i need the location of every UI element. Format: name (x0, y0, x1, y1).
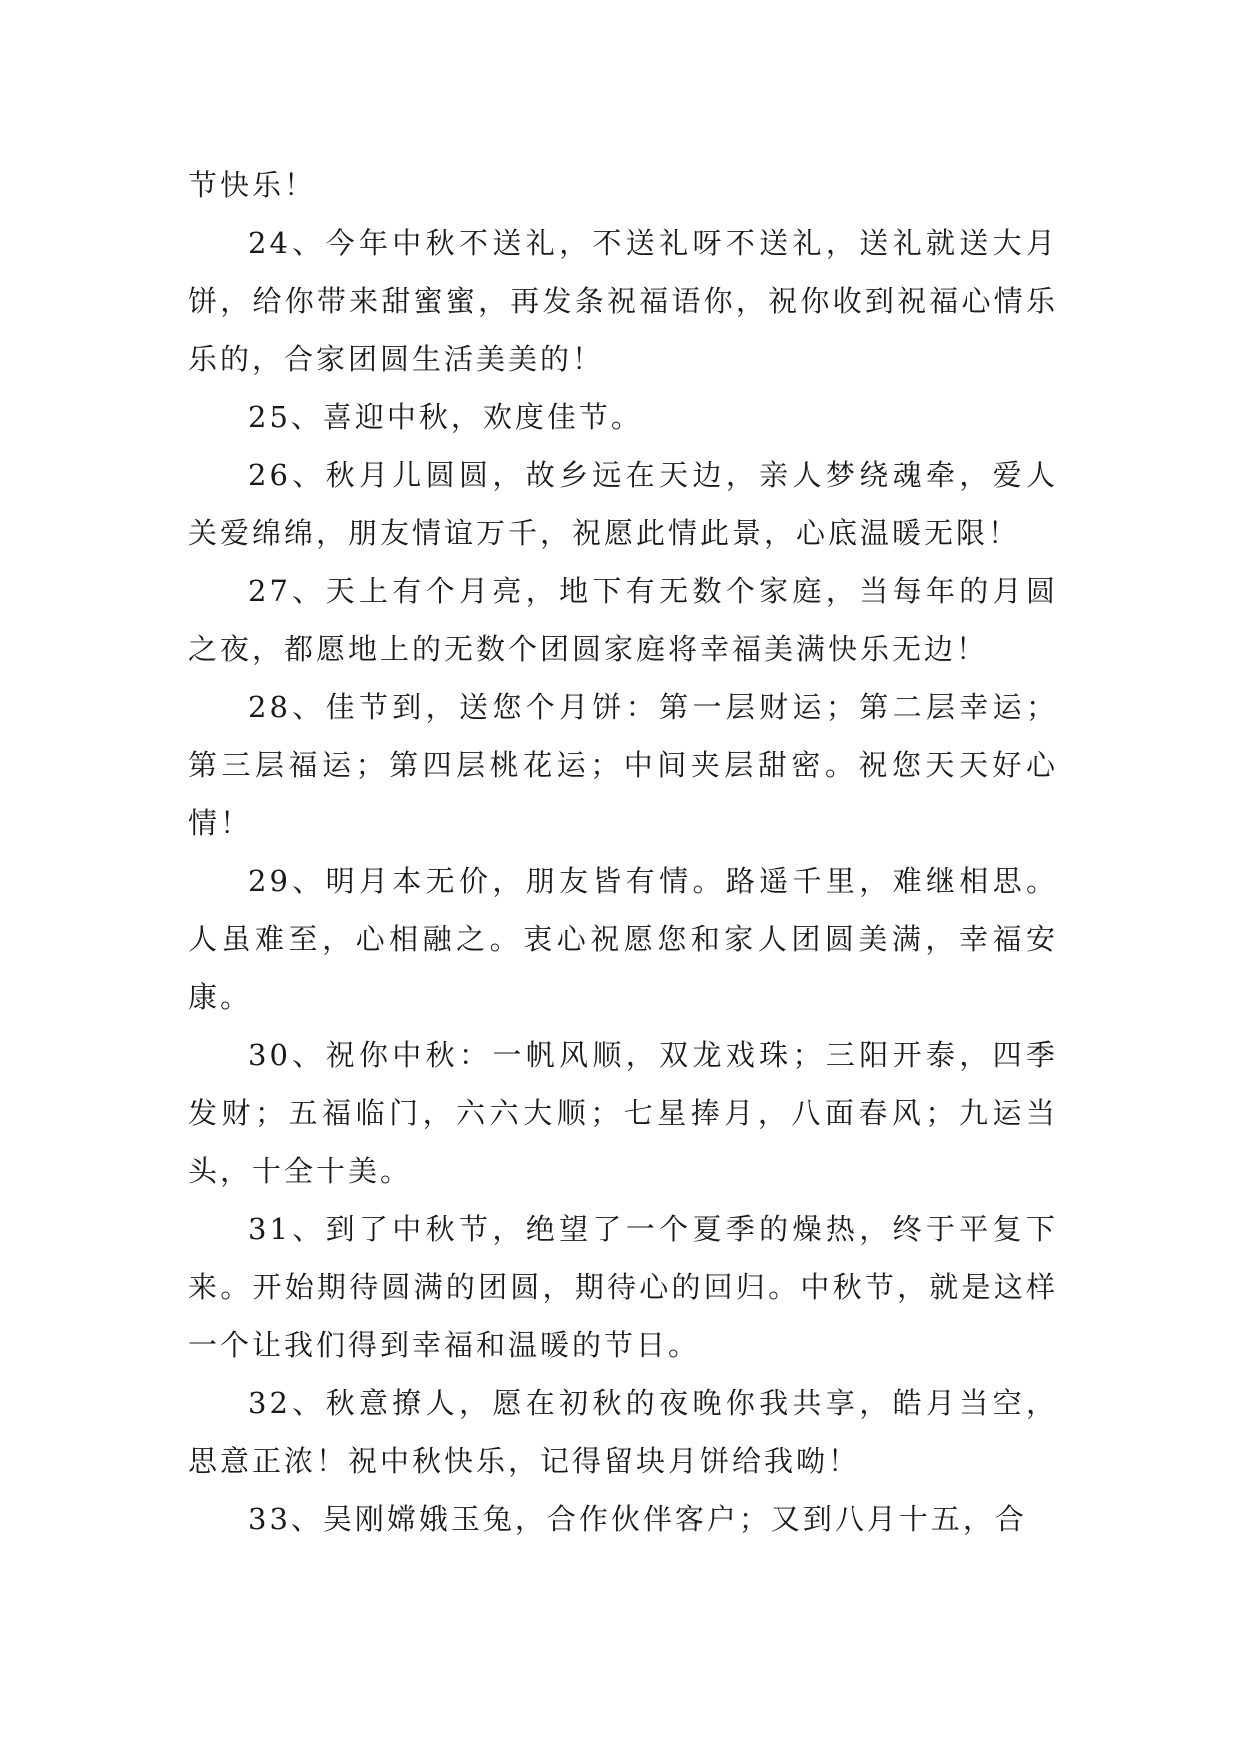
paragraph: 29、明月本无价，朋友皆有情。路遥千里，难继相思。人虽难至，心相融之。衷心祝愿您和家人团圆美满，幸福安康。 (188, 864, 1058, 1014)
paragraph: 33、吴刚嫦娥玉兔，合作伙伴客户；又到八月十五，合 (248, 1502, 1027, 1536)
document-body (188, 156, 1058, 1548)
paragraph: 31、到了中秋节，绝望了一个夏季的燥热，终于平复下来。开始期待圆满的团圆，期待心的回归。中秋节，就是这样一个让我们得到幸福和温暖的节日。 (188, 1212, 1058, 1362)
paragraph: 28、佳节到，送您个月饼：第一层财运；第二层幸运；第三层福运；第四层桃花运；中间夹层甜密。祝您天天好心情！ (188, 690, 1058, 840)
paragraph: 30、祝你中秋：一帆风顺，双龙戏珠；三阳开泰，四季发财；五福临门，六六大顺；七星捧月，八面春风；九运当头，十全十美。 (188, 1038, 1058, 1188)
paragraph: 节快乐！ (188, 168, 317, 202)
paragraph: 25、喜迎中秋，欢度佳节。 (248, 400, 643, 434)
paragraph: 32、秋意撩人，愿在初秋的夜晚你我共享，皓月当空，思意正浓！祝中秋快乐，记得留块月饼给我呦！ (188, 1386, 1058, 1478)
paragraph: 27、天上有个月亮，地下有无数个家庭，当每年的月圆之夜，都愿地上的无数个团圆家庭将幸福美满快乐无边！ (188, 574, 1058, 666)
paragraph: 26、秋月儿圆圆，故乡远在天边，亲人梦绕魂牵，爱人关爱绵绵，朋友情谊万千，祝愿此情此景，心底温暖无限！ (188, 458, 1058, 550)
paragraph: 24、今年中秋不送礼，不送礼呀不送礼，送礼就送大月饼，给你带来甜蜜蜜，再发条祝福语你，祝你收到祝福心情乐乐的，合家团圆生活美美的！ (188, 226, 1058, 376)
